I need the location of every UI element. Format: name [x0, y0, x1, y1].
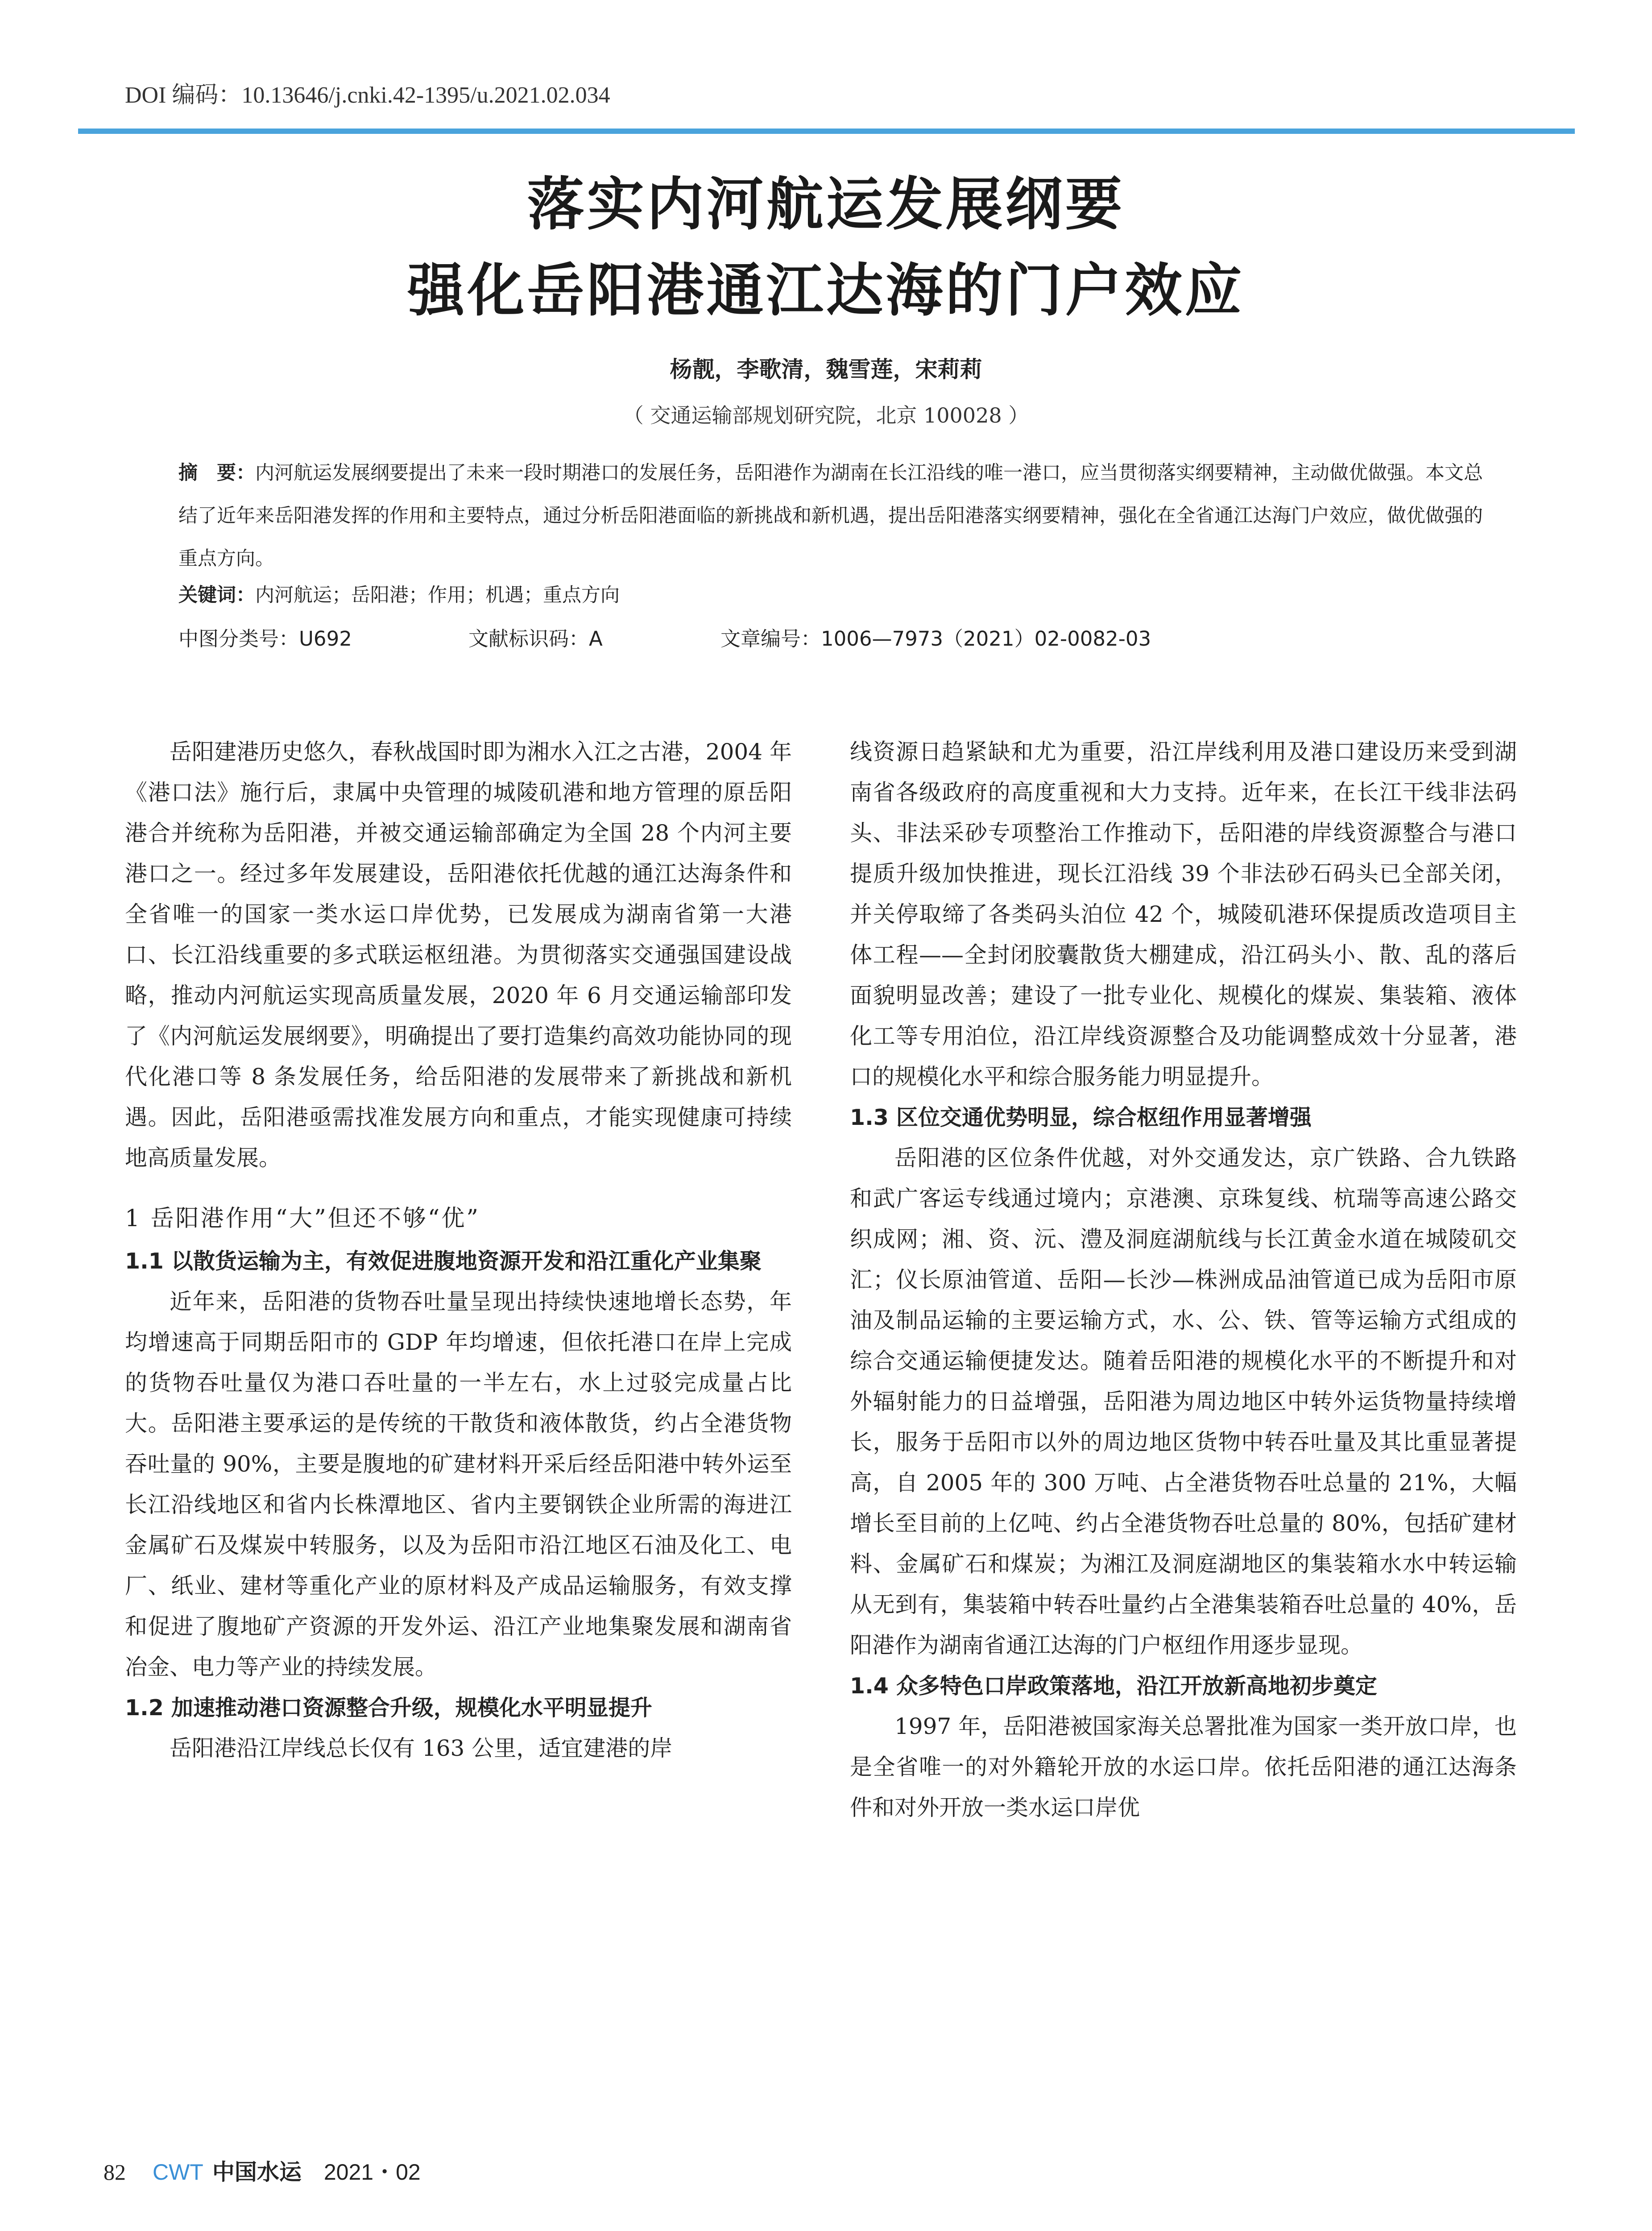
abstract-text: 内河航运发展纲要提出了未来一段时期港口的发展任务，岳阳港作为湖南在长江沿线的唯一港口，应当贯彻落实纲要精神，主动做优做强。本文总结了近年来岳阳港发挥的作用和主要特点，通过分析岳阳港面临的新挑战和新机遇，提出岳阳港落实纲要精神，强化在全省通江达海门户效应，做优做强的重点方向。 — [178, 462, 1483, 570]
clc-number: 中图分类号：U692 — [178, 627, 352, 651]
page-number: 82 — [104, 2160, 126, 2185]
left-column — [125, 732, 792, 1769]
subsection-heading: 1.3 区位交通优势明显，综合枢纽作用显著增强 — [850, 1105, 1312, 1130]
paragraph: 岳阳港沿江岸线总长仅有 163 公里，适宜建港的岸 — [170, 1735, 673, 1761]
title-line-2: 强化岳阳港通江达海的门户效应 — [407, 257, 1245, 324]
magazine-name: 中国水运 — [212, 2159, 302, 2185]
paragraph: 岳阳建港历史悠久，春秋战国时即为湘水入江之古港，2004 年《港口法》施行后，隶属中央管理的城陵矶港和地方管理的原岳阳港合并统称为岳阳港，并被交通运输部确定为全国 28 个内河主要港口之一。经过多年发展建设，岳阳港依托优越的通江达海条件和全省唯一的国家一类水运口岸优势，已发展成为湖南省第一大港口、长江沿线重要的多式联运枢纽港。为贯彻落实交通强国建设战略，推动内河航运实现高质量发展，2020 年 6 月交通运输部印发了《内河航运发展纲要》，明确提出了要打造集约高效功能协同的现代化港口等 8 条发展任务，给岳阳港的发展带来了新挑战和新机遇。因此，岳阳港亟需找准发展方向和重点，才能实现健康可持续地高质量发展。 — [125, 739, 792, 1171]
header-rule — [78, 129, 1575, 134]
paragraph: 岳阳港的区位条件优越，对外交通发达，京广铁路、合九铁路和武广客运专线通过境内；京港澳、京珠复线、杭瑞等高速公路交织成网；湘、资、沅、澧及洞庭湖航线与长江黄金水道在城陵矶交汇；仪长原油管道、岳阳—长沙—株洲成品油管道已成为岳阳市原油及制品运输的主要运输方式，水、公、铁、管等运输方式组成的综合交通运输便捷发达。随着岳阳港的规模化水平的不断提升和对外辐射能力的日益增强，岳阳港为周边地区中转外运货物量持续增长，服务于岳阳市以外的周边地区货物中转吞吐量及其比重显著提高，自 2005 年的 300 万吨、占全港货物吞吐总量的 21%，大幅增长至目前的上亿吨、约占全港货物吞吐总量的 80%，包括矿建材料、金属矿石和煤炭；为湘江及洞庭湖地区的集装箱水水中转运输从无到有，集装箱中转吞吐量约占全港集装箱吞吐总量的 40%，岳阳港作为湖南省通江达海的门户枢纽作用逐步显现。 — [850, 1145, 1517, 1658]
page-footer — [104, 2154, 421, 2186]
issue-date: 2021・02 — [323, 2160, 421, 2185]
paragraph: 1997 年，岳阳港被国家海关总署批准为国家一类开放口岸，也是全省唯一的对外籍轮开放的水运口岸。依托岳阳港的通江达海条件和对外开放一类水运口岸优 — [850, 1713, 1517, 1820]
right-column — [850, 732, 1517, 1828]
affiliation: （ 交通运输部规划研究院，北京 100028 ） — [623, 403, 1029, 427]
paragraph: 线资源日趋紧缺和尤为重要，沿江岸线利用及港口建设历来受到湖南省各级政府的高度重视和大力支持。近年来，在长江干线非法码头、非法采砂专项整治工作推动下，岳阳港的岸线资源整合与港口提质升级加快推进，现长江沿线 39 个非法砂石码头已全部关闭，并关停取缔了各类码头泊位 42 个，城陵矶港环保提质改造项目主体工程——全封闭胶囊散货大棚建成，沿江码头小、散、乱的落后面貌明显改善；建设了一批专业化、规模化的煤炭、集装箱、液体化工等专用泊位，沿江岸线资源整合及功能调整成效十分显著，港口的规模化水平和综合服务能力明显提升。 — [850, 739, 1517, 1090]
keywords-text: 内河航运；岳阳港；作用；机遇；重点方向 — [255, 584, 620, 606]
brand-logo: CWT — [153, 2160, 203, 2185]
authors: 杨靓，李歌清，魏雪莲，宋莉莉 — [670, 357, 982, 382]
section-heading: 1 岳阳港作用“大”但还不够“优” — [125, 1205, 480, 1232]
keywords — [178, 580, 620, 607]
article-number: 文章编号：1006—7973（2021）02-0082-03 — [720, 627, 1151, 651]
paragraph: 近年来，岳阳港的货物吞吐量呈现出持续快速地增长态势，年均增速高于同期岳阳市的 GDP 年均增速，但依托港口在岸上完成的货物吞吐量仅为港口吞吐量的一半左右，水上过驳完成量占比大。岳阳港主要承运的是传统的干散货和液体散货，约占全港货物吞吐量的 90%，主要是腹地的矿建材料开采后经岳阳港中转外运至长江沿线地区和省内长株潭地区、省内主要钢铁企业所需的海进江金属矿石及煤炭中转服务，以及为岳阳市沿江地区石油及化工、电厂、纸业、建材等重化产业的原材料及产成品运输服务，有效支撑和促进了腹地矿产资源的开发外运、沿江产业地集聚发展和湖南省冶金、电力等产业的持续发展。 — [125, 1289, 792, 1680]
document-code: 文献标识码：A — [468, 627, 603, 651]
doi-line: DOI 编码：10.13646/j.cnki.42-1395/u.2021.02.034 — [125, 83, 610, 108]
abstract-label: 摘 要： — [178, 462, 255, 484]
title-line-1: 落实内河航运发展纲要 — [527, 171, 1125, 238]
subsection-heading: 1.4 众多特色口岸政策落地，沿江开放新高地初步奠定 — [850, 1673, 1377, 1699]
abstract — [178, 452, 1490, 580]
subsection-heading: 1.1 以散货运输为主，有效促进腹地资源开发和沿江重化产业集聚 — [125, 1248, 762, 1274]
keywords-label: 关键词： — [178, 584, 255, 606]
subsection-heading: 1.2 加速推动港口资源整合升级，规模化水平明显提升 — [125, 1695, 652, 1721]
